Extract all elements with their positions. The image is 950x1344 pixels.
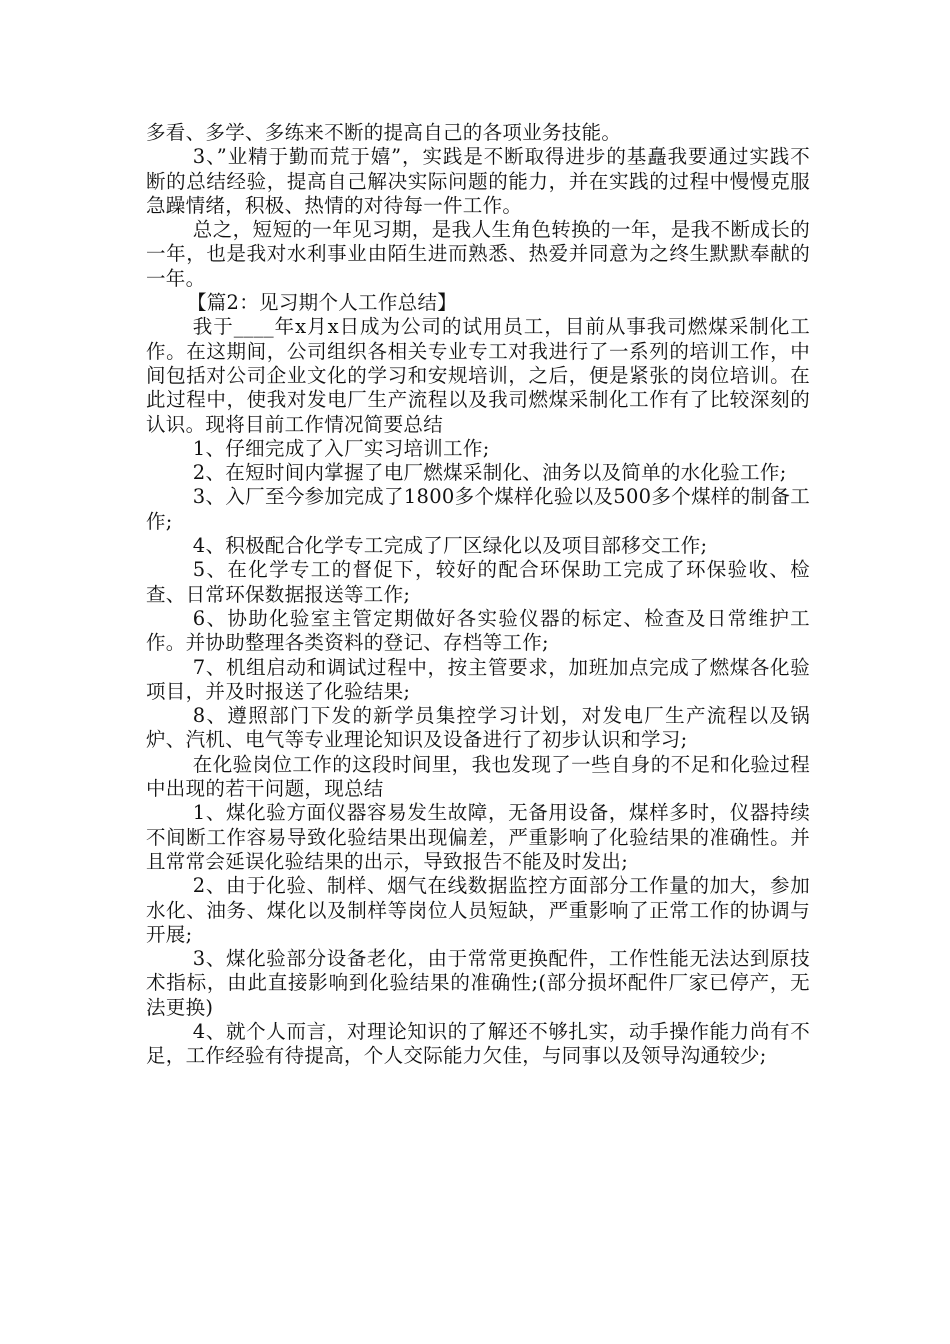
list-item: 1、煤化验方面仪器容易发生故障，无备用设备，煤样多时，仪器持续不间断工作容易导致化验结果出现偏差，严重影响了化验结果的准确性。并且常常会延误化验结果的出示，导致报告不能及时发出;	[146, 801, 810, 873]
list-item: 4、就个人而言，对理论知识的了解还不够扎实，动手操作能力尚有不足，工作经验有待提高，个人交际能力欠佳，与同事以及领导沟通较少;	[146, 1019, 810, 1068]
list-item: 1、仔细完成了入厂实习培训工作;	[192, 436, 490, 460]
list-item: 3、入厂至今参加完成了1800多个煤样化验以及500多个煤样的制备工作;	[146, 485, 810, 533]
paragraph-intro: 我于____年x月x日成为公司的试用员工，目前从事我司燃煤采制化工作。在这期间，公司组织各相关专业专工对我进行了一系列的培训工作，中间包括对公司企业文化的学习和安规培训，之后，便是紧张的岗位培训。在此过程中，使我对发电厂生产流程以及我司燃煤采制化工作有了比较深刻的认识。现将目前工作情况简要总结	[146, 315, 810, 436]
paragraph-problems-intro: 在化验岗位工作的这段时间里，我也发现了一些自身的不足和化验过程中出现的若干问题，现总结	[146, 752, 810, 801]
list-item: 2、由于化验、制样、烟气在线数据监控方面部分工作量的加大，参加水化、油务、煤化以及制样等岗位人员短缺，严重影响了正常工作的协调与开展;	[146, 874, 810, 946]
paragraph-conclusion: 总之，短短的一年见习期，是我人生角色转换的一年，是我不断成长的一年，也是我对水利事业由陌生进而熟悉、热爱并同意为之终生默默奉献的一年。	[146, 218, 810, 290]
paragraph-continuation: 多看、多学、多练来不断的提高自己的各项业务技能。	[146, 121, 622, 144]
list-item: 7、机组启动和调试过程中，按主管要求，加班加点完成了燃煤各化验项目，并及时报送了化验结果;	[146, 655, 810, 703]
list-item: 4、积极配合化学专工完成了厂区绿化以及项目部移交工作;	[192, 534, 708, 558]
list-item: 6、协助化验室主管定期做好各实验仪器的标定、检查及日常维护工作。并协助整理各类资料的登记、存档等工作;	[146, 606, 810, 655]
list-item: 8、遵照部门下发的新学员集控学习计划，对发电厂生产流程以及锅炉、汽机、电气等专业理论知识及设备进行了初步认识和学习;	[146, 704, 810, 752]
list-item: 3、煤化验部分设备老化，由于常常更换配件，工作性能无法达到原技术指标，由此直接影响到化验结果的准确性;(部分损坏配件厂家已停产，无法更换)	[146, 947, 810, 1019]
document-body	[146, 121, 810, 1069]
paragraph-point-3: 3、”业精于勤而荒于嬉”，实践是不断取得进步的基矗我要通过实践不断的总结经验，提高自己解决实际问题的能力，并在实践的过程中慢慢克服急躁情绪，积极、热情的对待每一件工作。	[146, 145, 810, 217]
section-heading: 【篇2：见习期个人工作总结】	[186, 291, 458, 315]
list-item: 5、在化学专工的督促下，较好的配合环保助工完成了环保验收、检查、日常环保数据报送等工作;	[146, 558, 810, 606]
list-item: 2、在短时间内掌握了电厂燃煤采制化、油务以及简单的水化验工作;	[192, 461, 787, 485]
